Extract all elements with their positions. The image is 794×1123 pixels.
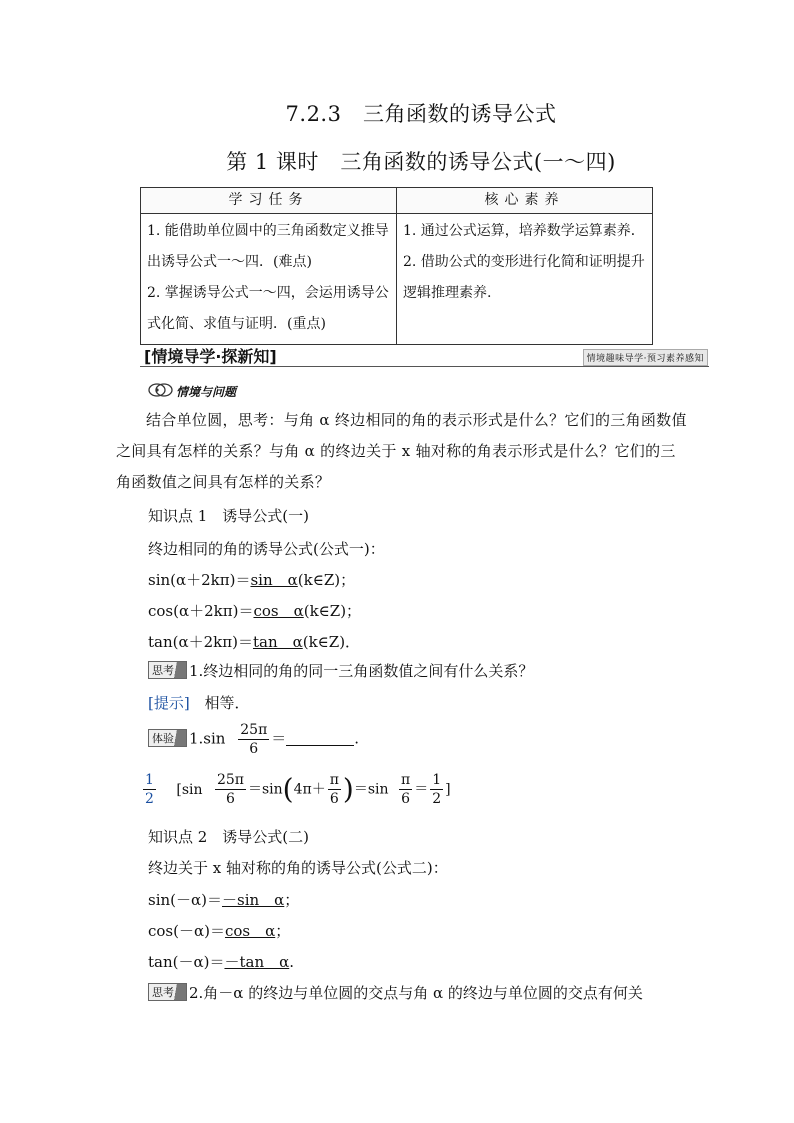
table-header-tasks: 学习任务 (141, 188, 397, 214)
formula-right: (k∈Z)； (303, 602, 362, 620)
equals: ＝ (271, 729, 287, 748)
kp2-formula-cos (148, 920, 290, 941)
formula-left: tan(α＋2kπ)＝ (148, 633, 253, 651)
fraction (215, 772, 246, 807)
kp2-formula-sin (148, 889, 299, 910)
kp1-exercise: 体验 1.sin $\frac{25\pi}{6}$ ＝ . (148, 722, 359, 757)
exercise-prefix: 1.sin (189, 729, 226, 748)
section-bar (140, 344, 709, 367)
solution-close: ] (445, 781, 451, 798)
inner-term: 4π＋ (293, 781, 326, 798)
denominator: 6 (249, 741, 259, 757)
kp2-think (148, 982, 643, 1003)
denominator: 6 (329, 791, 339, 807)
numerator: π (401, 772, 411, 788)
fraction (430, 772, 443, 807)
kp1-heading: 知识点 1 诱导公式(一) (148, 507, 310, 525)
fraction (238, 722, 269, 757)
kp1-solution (141, 772, 451, 807)
formula-right: (k∈Z)； (297, 571, 356, 589)
formula-right: ； (284, 891, 300, 909)
section-title: 7.2.3 三角函数的诱导公式 (285, 102, 557, 126)
denominator: 6 (226, 791, 235, 807)
formula-left: sin(α＋2kπ)＝ (148, 571, 251, 589)
section-tag: 情境趣味导学·预习素养感知 (583, 349, 708, 366)
formula-answer: tan α (252, 633, 303, 651)
formula-answer: －sin α (222, 891, 285, 909)
task-item: 2. 掌握诱导公式一～四，会运用诱导公式化简、求值与证明．(重点) (147, 285, 389, 332)
formula-answer: cos α (224, 922, 276, 940)
think-question: 1.终边相同的角的同一三角函数值之间有什么关系？ (189, 662, 534, 680)
kp1-intro: 终边相同的角的诱导公式(公式一)： (148, 540, 385, 558)
paren-close: ) (342, 772, 354, 806)
think-question: 2.角－α 的终边与单位圆的交点与角 α 的终边与单位圆的交点有何关 (189, 984, 643, 1002)
hint-text: 相等． (204, 694, 250, 712)
scenario-icon (148, 382, 174, 398)
formula-right: ； (275, 922, 291, 940)
table-header-literacy: 核心素养 (397, 188, 653, 214)
fraction (328, 772, 341, 807)
paren-open: ( (282, 772, 294, 806)
scenario-label: 情境与问题 (176, 385, 237, 399)
hint-label: [提示] (148, 694, 190, 712)
numerator: 1 (432, 772, 442, 788)
learning-task-table (140, 187, 653, 345)
scenario-text: 结合单位圆，思考：与角 α 终边相同的角的表示形式是什么？它们的三角函数值之间具有怎样的关系？与角 α 的终边关于 x 轴对称的角表示形式是什么？它们的三角函数值之间具有怎样的关系？ (116, 411, 687, 491)
think-tag: 思考 (148, 983, 187, 1001)
kp2-heading: 知识点 2 诱导公式(二) (148, 828, 310, 846)
numerator: 25π (216, 772, 244, 788)
formula-right: (k∈Z)． (302, 633, 361, 651)
tasks-cell (141, 214, 397, 345)
literacy-cell (397, 214, 653, 345)
equals-sin: ＝sin (247, 781, 283, 798)
answer-blank (286, 731, 354, 746)
denominator: 2 (145, 791, 154, 807)
try-tag: 体验 (148, 729, 187, 747)
formula-answer: －tan α (224, 953, 290, 971)
literacy-item: 2. 借助公式的变形进行化简和证明提升逻辑推理素养. (403, 254, 645, 301)
solution-open: [sin (176, 781, 203, 798)
task-item: 1. 能借助单位圆中的三角函数定义推导出诱导公式一～四．(难点) (147, 223, 389, 270)
kp1-formula-sin (148, 569, 355, 590)
formula-left: tan(－α)＝ (148, 953, 225, 971)
kp1-formula-tan (148, 631, 360, 652)
formula-left: sin(－α)＝ (148, 891, 222, 909)
literacy-item: 1. 通过公式运算，培养数学运算素养． (403, 223, 645, 239)
kp1-formula-cos (148, 600, 361, 621)
section-heading: [情境导学·探新知] (144, 347, 277, 366)
numerator: π (329, 772, 339, 788)
kp2-intro: 终边关于 x 轴对称的角的诱导公式(公式二)： (148, 859, 448, 877)
formula-answer: cos α (253, 602, 304, 620)
formula-right: . (289, 953, 295, 971)
equals-sin: ＝sin (353, 781, 389, 798)
formula-answer: sin α (250, 571, 298, 589)
denominator: 2 (432, 791, 442, 807)
numerator: 1 (145, 772, 154, 788)
lesson-title: 第 1 课时 三角函数的诱导公式(一～四) (226, 150, 616, 174)
answer-fraction (143, 772, 156, 807)
equals: ＝ (414, 781, 429, 798)
kp1-think (148, 660, 533, 681)
think-tag: 思考 (148, 661, 187, 679)
formula-left: cos(－α)＝ (148, 922, 225, 940)
kp2-formula-tan (148, 951, 294, 972)
fraction (399, 772, 412, 807)
numerator: 25π (240, 722, 268, 738)
denominator: 6 (401, 791, 411, 807)
formula-left: cos(α＋2kπ)＝ (148, 602, 254, 620)
kp1-hint (148, 692, 250, 713)
